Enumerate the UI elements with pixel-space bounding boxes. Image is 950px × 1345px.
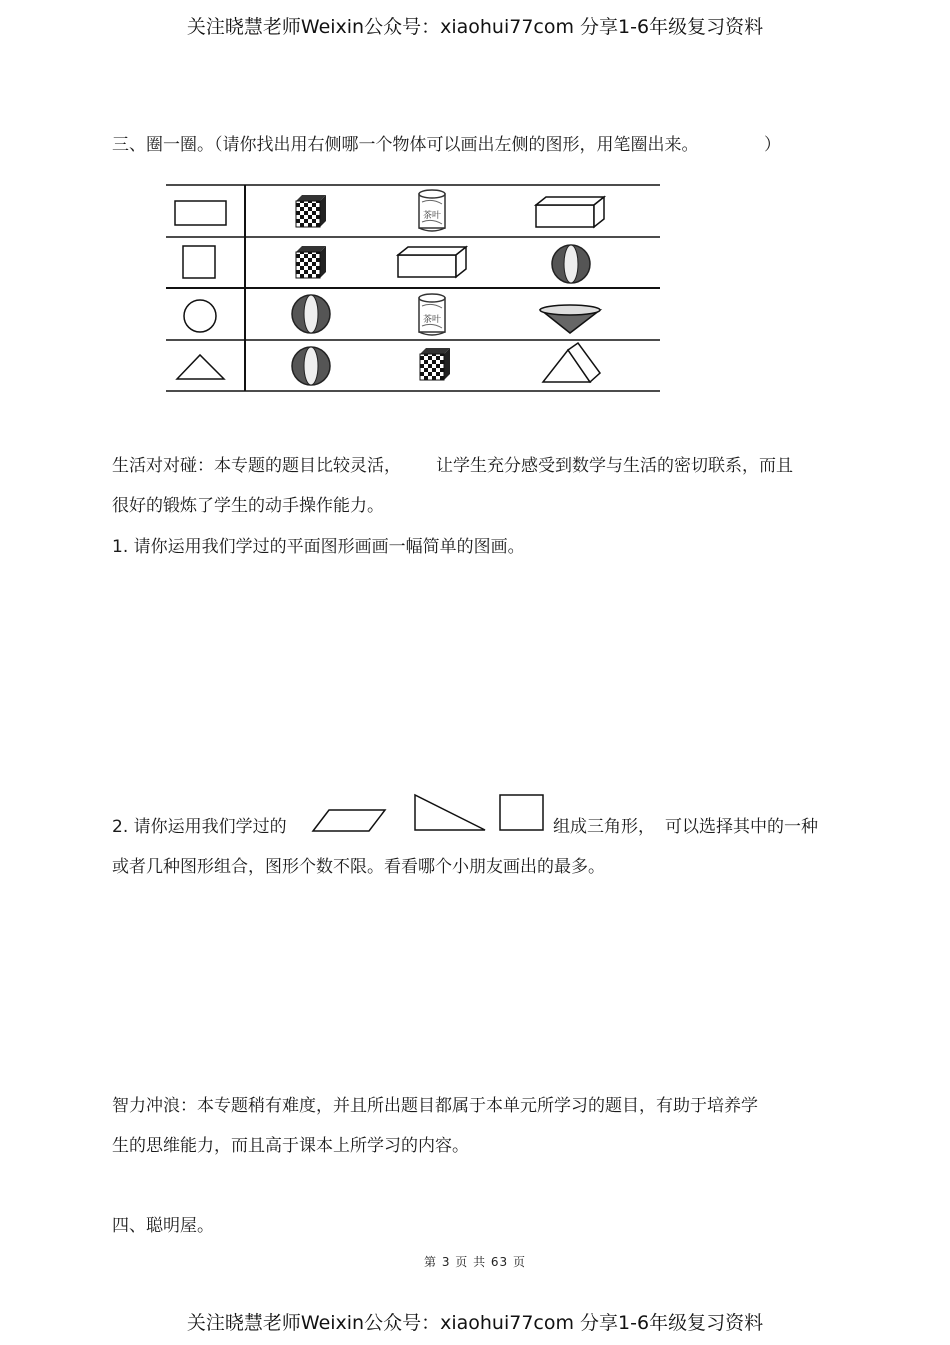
wisdom-line2: 生的思维能力，而且高于课本上所学习的内容。: [112, 1136, 469, 1156]
page-number: 第 3 页 共 63 页: [424, 1255, 526, 1269]
question-2-part-b: 组成三角形，: [553, 817, 655, 837]
right-triangle-icon: [415, 795, 485, 830]
question-2-part-c: 可以选择其中的一种: [665, 817, 818, 837]
header-watermark: 关注晓慧老师Weixin公众号：xiaohui77com 分享1-6年级复习资料: [186, 16, 764, 38]
section3-title-close: ）: [764, 135, 781, 155]
life-line1-a: 生活对对碰：本专题的题目比较灵活，: [112, 456, 401, 476]
svg-text:茶叶: 茶叶: [422, 211, 442, 221]
life-line2: 很好的锻炼了学生的动手操作能力。: [112, 496, 384, 516]
section3-title: 三、圈一圈。（请你找出用右侧哪一个物体可以画出左侧的图形，用笔圈出来。: [112, 135, 699, 155]
square-example-icon: [500, 795, 543, 830]
question-2-line2: 或者几种图形组合，图形个数不限。看看哪个小朋友画出的最多。: [112, 857, 605, 877]
section4-title: 四、聪明屋。: [112, 1216, 214, 1236]
parallelogram-icon: [313, 810, 385, 831]
life-line1-b: 让学生充分感受到数学与生活的密切联系，而且: [436, 456, 793, 476]
question-1: 1. 请你运用我们学过的平面图形画画一幅简单的图画。: [112, 537, 525, 557]
footer-watermark: 关注晓慧老师Weixin公众号：xiaohui77com 分享1-6年级复习资料: [186, 1312, 764, 1334]
wisdom-line1: 智力冲浪：本专题稍有难度，并且所出题目都属于本单元所学习的题目，有助于培养学: [112, 1096, 758, 1116]
question-2-part-a: 2. 请你运用我们学过的: [112, 817, 287, 837]
svg-text:茶叶: 茶叶: [422, 315, 442, 325]
